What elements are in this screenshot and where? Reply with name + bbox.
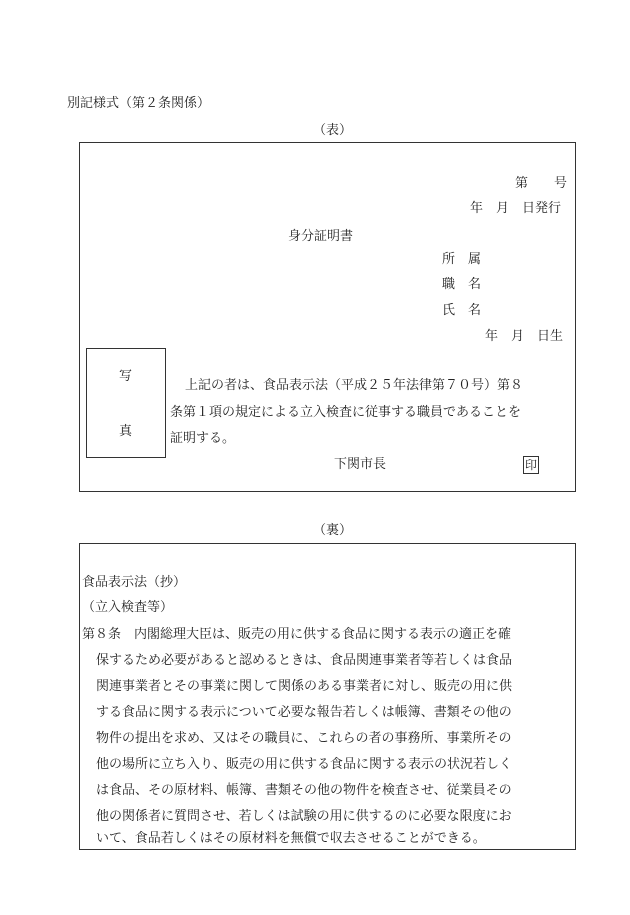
article-line: 関連事業者とその事業に関して関係のある事業者に対し、販売の用に供 <box>96 679 513 694</box>
certification-line: 条第１項の規定による立入検査に従事する職員であることを <box>170 405 522 420</box>
issue-date: 年 月 日発行 <box>470 201 562 216</box>
front-side-label: （表） <box>313 123 353 138</box>
photo-label-char-1: 写 <box>119 369 133 384</box>
photo-label-char-2: 真 <box>119 424 133 439</box>
article-line: 他の場所に立ち入り、販売の用に供する食品に関する表示の状況若しく <box>96 757 513 772</box>
affiliation-label: 所 属 <box>442 252 482 267</box>
article-line: 第８条 内閣総理大臣は、販売の用に供する食品に関する表示の適正を確 <box>82 627 512 642</box>
photo-box <box>86 348 166 458</box>
section-heading: （立入検査等） <box>82 600 174 615</box>
law-title: 食品表示法（抄） <box>82 575 187 590</box>
position-label: 職 名 <box>442 277 482 292</box>
article-line: 保するため必要があると認めるときは、食品関連事業者等若しくは食品 <box>96 653 513 668</box>
document-title: 身分証明書 <box>288 229 354 244</box>
name-label: 氏 名 <box>442 303 482 318</box>
certification-line: 上記の者は、食品表示法（平成２５年法律第７０号）第８ <box>185 378 524 393</box>
article-line: いて、食品若しくはその原材料を無償で収去させることができる。 <box>96 831 486 846</box>
back-side-label: （裏） <box>313 523 353 538</box>
article-line: する食品に関する表示について必要な報告若しくは帳簿、書類その他の <box>96 705 512 720</box>
birth-date: 年 月 日生 <box>485 329 564 344</box>
article-line: は食品、その原材料、帳簿、書類その他の物件を検査させ、従業員その <box>96 783 512 798</box>
certification-line: 証明する。 <box>170 431 236 446</box>
issuer-name: 下関市長 <box>334 457 387 472</box>
article-line: 物件の提出を求め、又はその職員に、これらの者の事務所、事業所その <box>96 731 512 746</box>
article-line: 他の関係者に質問させ、若しくは試験の用に供するのに必要な限度にお <box>96 809 512 824</box>
form-title: 別記様式（第２条関係） <box>67 96 211 111</box>
certificate-number: 第 号 <box>515 176 568 191</box>
seal-mark: 印 <box>524 458 537 472</box>
